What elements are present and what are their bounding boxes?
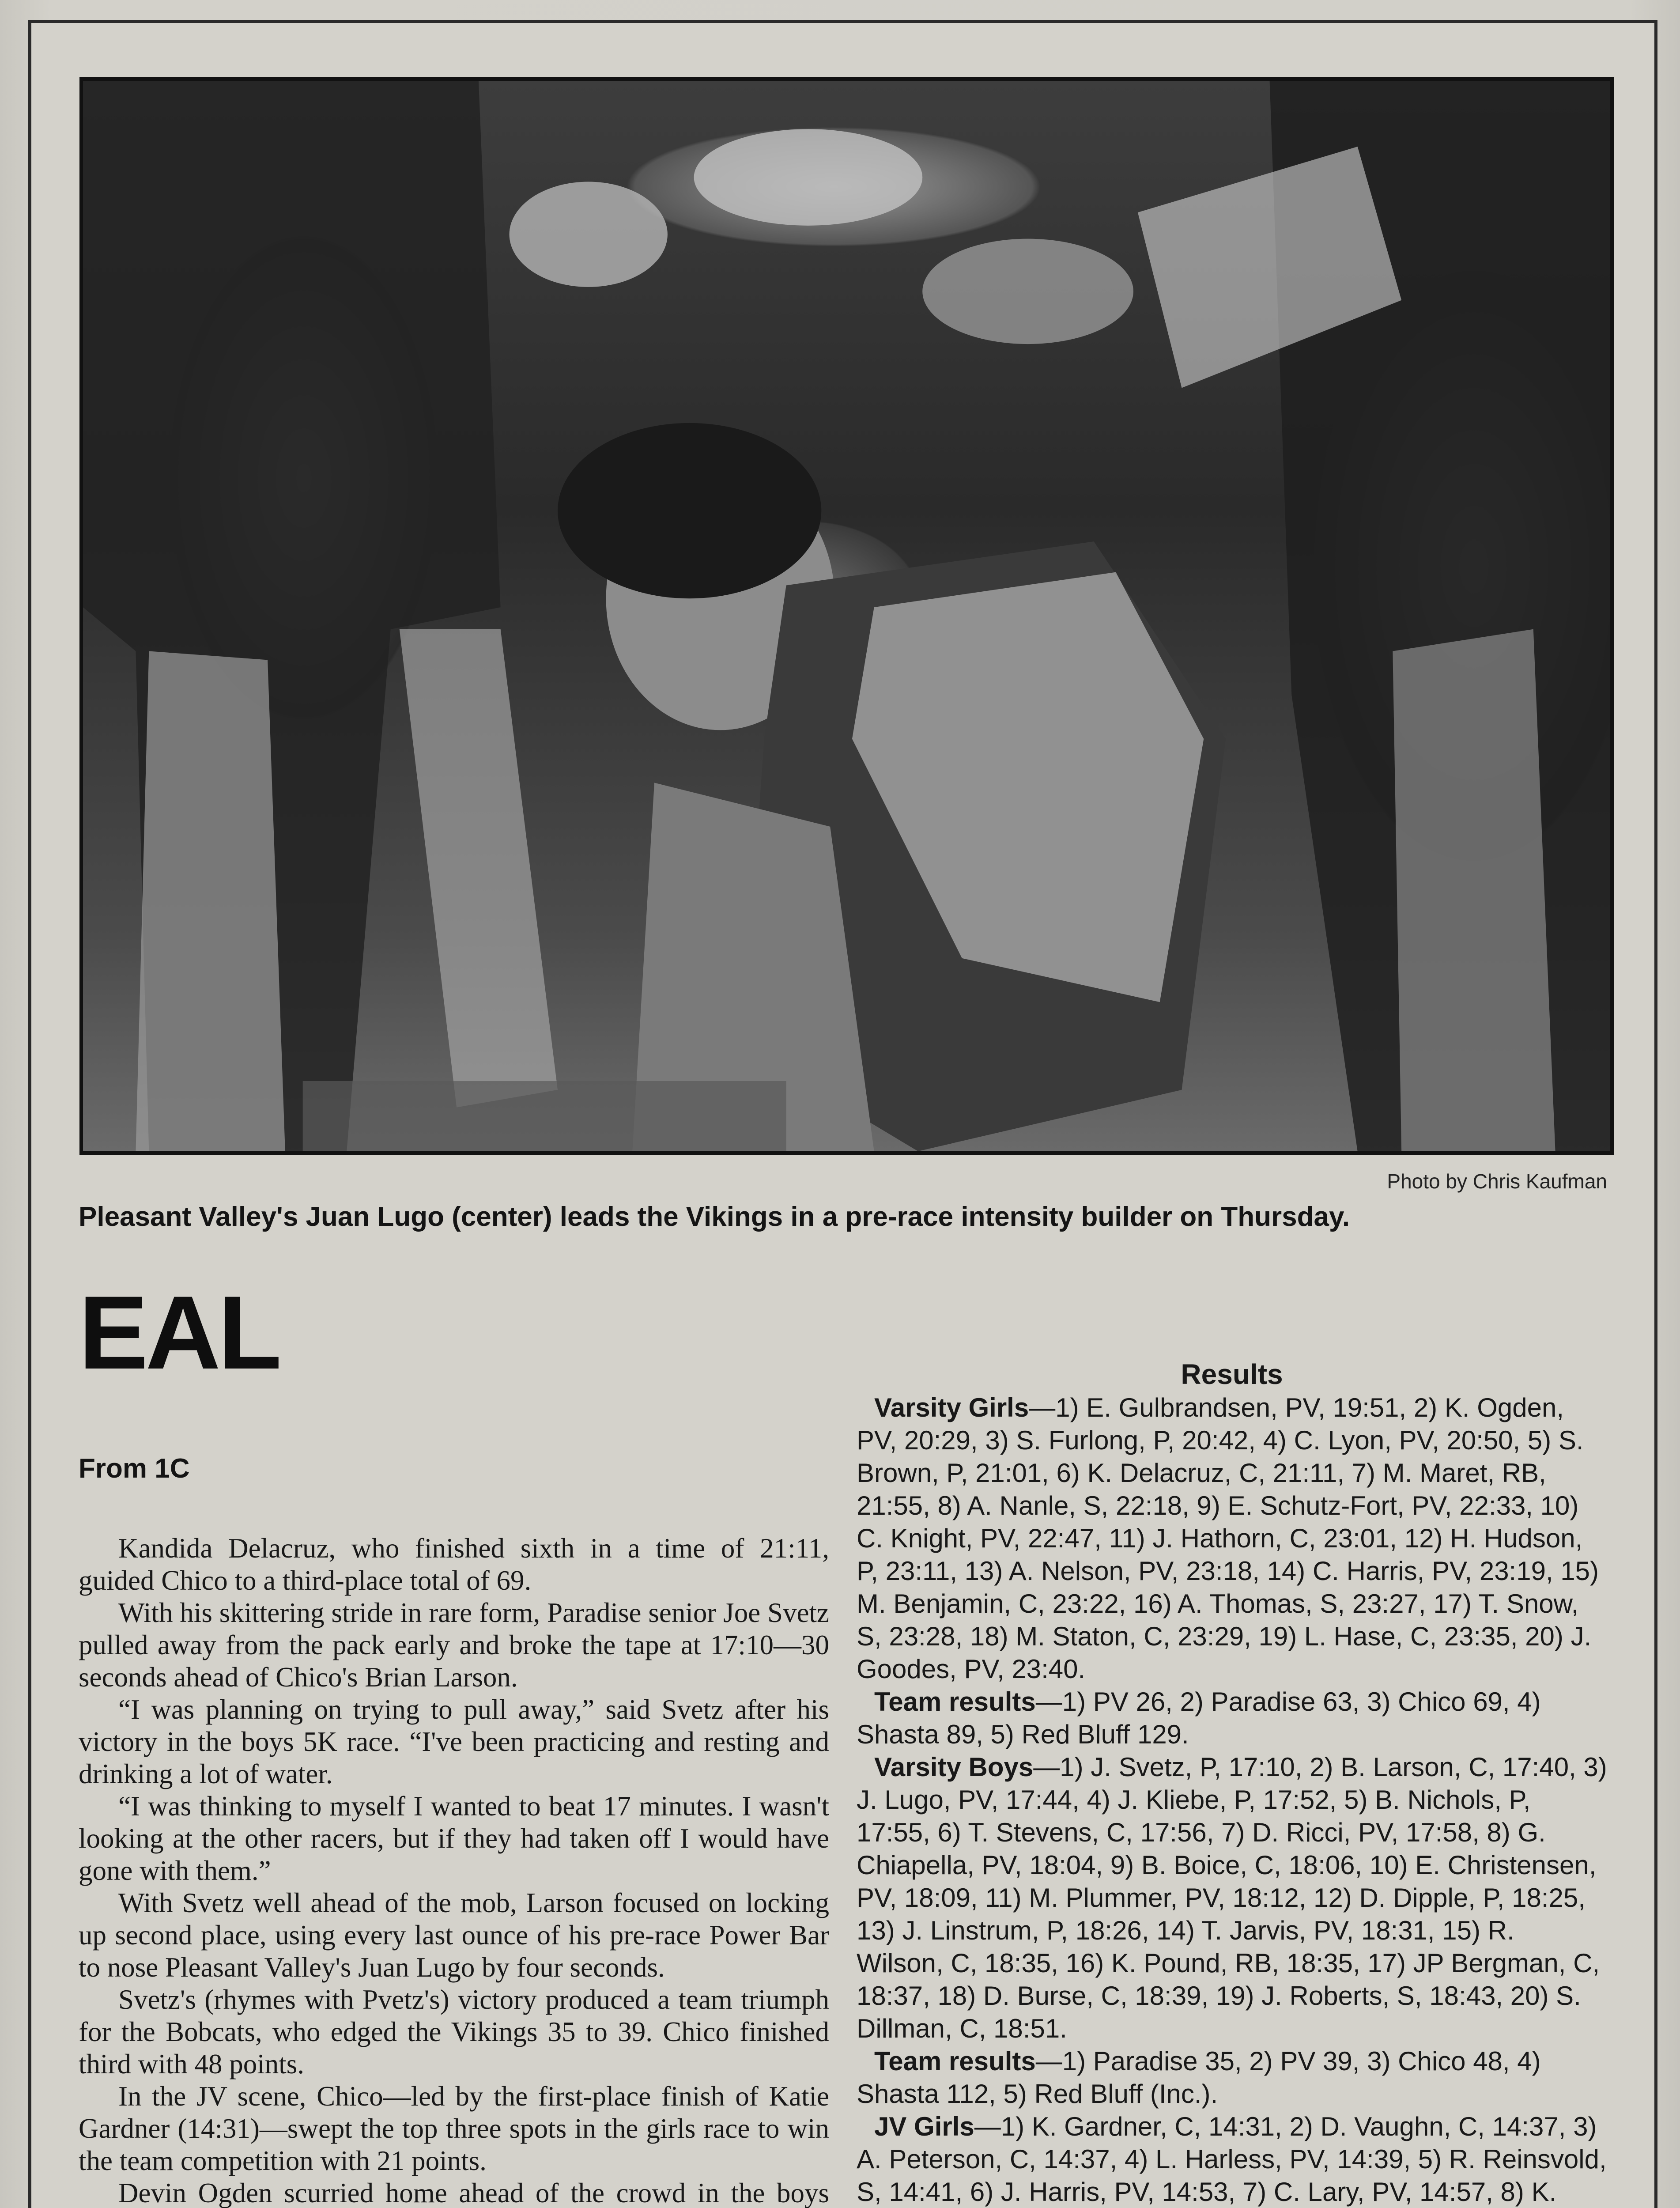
headline: EAL [79, 1274, 279, 1391]
story-paragraph: Kandida Delacruz, who finished sixth in a time of 21:11, guided Chico to a third-place total of 69. [79, 1533, 829, 1596]
story-paragraph: “I was planning on trying to pull away,” said Svetz after his victory in the boys 5K race. “I've been practicing and resting and drinking a lot of water. [79, 1694, 829, 1789]
story-paragraph: With Svetz well ahead of the mob, Larson focused on locking up second place, using every last ounce of his pre-race Power Bar to nose Pleasant Valley's Juan Lugo by four seconds. [79, 1887, 829, 1983]
race-photo [79, 77, 1614, 1155]
results-title: Results [1181, 1358, 1283, 1390]
results-entry-lead: JV Girls [874, 2112, 974, 2141]
results-entry [857, 1391, 1607, 1686]
story-column [79, 1532, 829, 2208]
photo-illustration [83, 81, 1610, 1151]
results-entry-lead: Team results [874, 2046, 1036, 2076]
story-paragraph: With his skittering stride in rare form, Paradise senior Joe Svetz pulled away from the pack early and broke the tape at 17:10—30 seconds ahead of Chico's Brian Larson. [79, 1597, 829, 1693]
results-entry-text: —1) PV 26, 2) Paradise 63, 3) Chico 69, 4) Shasta 89, 5) Red Bluff 129. [857, 1687, 1541, 1749]
story-paragraph: Svetz's (rhymes with Pvetz's) victory produced a team triumph for the Bobcats, who edged the Vikings 35 to 39. Chico finished third with 48 points. [79, 1984, 829, 2079]
dateline: From 1C [79, 1453, 190, 1484]
photo-credit: Photo by Chris Kaufman [1387, 1170, 1607, 1193]
photo-caption: Pleasant Valley's Juan Lugo (center) leads the Vikings in a pre-race intensity builder on Thursday. [79, 1202, 1350, 1232]
story-paragraph: In the JV scene, Chico—led by the first-place finish of Katie Gardner (14:31)—swept the top three spots in the girls race to win the team competition with 21 points. [79, 2081, 829, 2176]
results-entry-text: —1) E. Gulbrandsen, PV, 19:51, 2) K. Ogden, PV, 20:29, 3) S. Furlong, P, 20:42, 4) C. Lyon, PV, 20:50, 5) S. Brown, P, 21:01, 6) K. Delacruz, C, 21:11, 7) M. Maret, RB, 21:55, 8) A. Nanle, S, 22:18, 9) E. Schutz-Fort, PV, 22:33, 10) C. Knight, PV, 22:47, 11) J. Hathorn, C, 23:01, 12) H. Hudson, P, 23:11, 13) A. Nelson, PV, 23:18, 14) C. Harris, PV, 23:19, 15) M. Benjamin, C, 23:22, 16) A. Thomas, S, 23:27, 17) T. Snow, S, 23:28, 18) M. Staton, C, 23:29, 19) L. Hase, C, 23:35, 20) J. Goodes, PV, 23:40. [857, 1393, 1599, 1684]
results-entry-lead: Varsity Boys [874, 1752, 1034, 1782]
story-paragraph: Devin Ogden scurried home ahead of the crowd in the boys [118, 2178, 829, 2208]
results-entry [857, 1751, 1607, 2045]
results-entry-text: —1) J. Svetz, P, 17:10, 2) B. Larson, C, 17:40, 3) J. Lugo, PV, 17:44, 4) J. Kliebe, P, 17:52, 5) B. Nichols, P, 17:55, 6) T. Stevens, C, 17:56, 7) D. Ricci, PV, 17:58, 8) G. Chiapella, PV, 18:04, 9) B. Boice, C, 18:06, 10) E. Christensen, PV, 18:09, 11) M. Plummer, PV, 18:12, 12) D. Dipple, P, 18:25, 13) J. Linstrum, P, 18:26, 14) T. Jarvis, PV, 18:31, 15) R. Wilson, C, 18:35, 16) K. Pound, RB, 18:35, 17) JP Bergman, C, 18:37, 18) D. Burse, C, 18:39, 19) J. Roberts, S, 18:43, 20) S. Dillman, C, 18:51. [857, 1752, 1607, 2043]
results-entry [857, 2045, 1607, 2110]
results-entry [857, 2110, 1607, 2208]
story-paragraph: “I was thinking to myself I wanted to beat 17 minutes. I wasn't looking at the other racers, but if they had taken off I would have gone with them.” [79, 1791, 829, 1886]
results-entry-text: —1) K. Gardner, C, 14:31, 2) D. Vaughn, C, 14:37, 3) A. Peterson, C, 14:37, 4) L. Harless, PV, 14:39, 5) R. Reinsvold, S, 14:41, 6) J. Harris, PV, 14:53, 7) C. Lary, PV, 14:57, 8) K. [857, 2112, 1607, 2207]
results-entry-text: —1) Paradise 35, 2) PV 39, 3) Chico 48, 4) Shasta 112, 5) Red Bluff (Inc.). [857, 2046, 1541, 2109]
results-entry-lead: Varsity Girls [874, 1393, 1029, 1422]
results-entry-lead: Team results [874, 1687, 1036, 1716]
results-column [857, 1358, 1607, 2208]
results-entry [857, 1686, 1607, 1751]
